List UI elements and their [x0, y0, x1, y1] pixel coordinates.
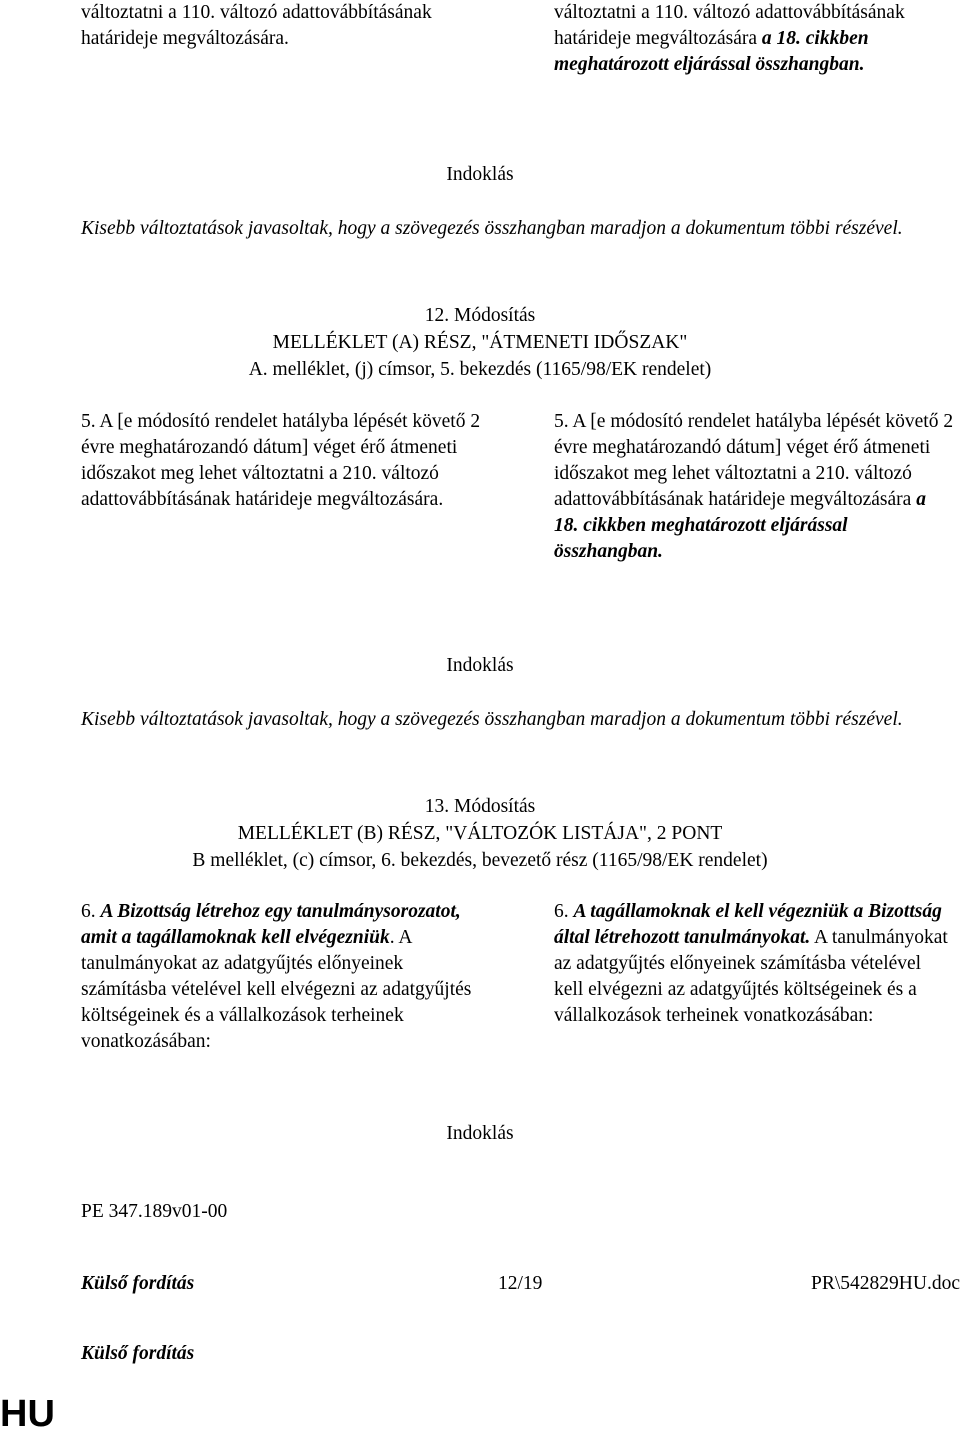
- amendment-13-amended-text: [554, 899, 954, 1029]
- justification-heading-2: Indoklás: [446, 655, 514, 676]
- amendment-13-original-bold: A Bizottság létrehoz egy tanulmánysorozatot, amit a tagállamoknak kell elvégezniük: [81, 901, 461, 948]
- amendment-12-amended-bold: a 18. cikkben meghatározott eljárással összhangban.: [554, 489, 926, 562]
- footer-translation-label: Külső fordítás: [81, 1273, 195, 1294]
- amendment-13-amended-bold: A tagállamoknak el kell végezniük a Bizottság által létrehozott tanulmányokat.: [554, 901, 942, 948]
- justification-heading-1: Indoklás: [446, 164, 514, 185]
- amendment-13-original-prefix: 6.: [81, 901, 101, 922]
- prev-amendment-right-bold: a 18. cikkben meghatározott eljárással összhangban.: [554, 28, 869, 75]
- amendment-12-number: 12. Módosítás: [424, 305, 536, 326]
- language-code: HU: [0, 1393, 55, 1435]
- amendment-12-original-text: 5. A [e módosító rendelet hatályba lépését követő 2 évre meghatározandó dátum] véget érő átmeneti időszakot meg lehet változtatni a 210. változó adattovábbításának határideje megváltozására.: [81, 411, 481, 510]
- amendment-13-original-rest: . A tanulmányokat az adatgyűjtés előnyeinek számításba vételével kell elvégezni az adatgyűjtés költségeinek és a vállalkozások terheinek vonatkozásában:: [81, 927, 472, 1052]
- amendment-13-amended-prefix: 6.: [554, 901, 574, 922]
- amendment-13-amended-rest: A tanulmányokat az adatgyűjtés előnyeinek számításba vételével kell elvégezni az adatgyűjtés költségeinek és a vállalkozások terheinek vonatkozásában:: [554, 927, 948, 1026]
- document-reference: PE 347.189v01-00: [81, 1201, 228, 1222]
- amendment-13-original-text: [81, 899, 481, 1055]
- amendment-13-number: 13. Módosítás: [424, 796, 536, 817]
- prev-amendment-right-text: [554, 0, 954, 78]
- amendment-12-reference: A. melléklet, (j) címsor, 5. bekezdés (1165/98/EK rendelet): [248, 359, 712, 380]
- amendment-12-amended-text: [554, 409, 954, 565]
- prev-amendment-left-text: változtatni a 110. változó adattovábbításának határideje megváltozására.: [81, 2, 432, 49]
- amendment-13-title: MELLÉKLET (B) RÉSZ, "VÁLTOZÓK LISTÁJA", 2 PONT: [237, 823, 723, 844]
- footer-page-number: 12/19: [498, 1273, 543, 1294]
- amendment-12-amended-normal: 5. A [e módosító rendelet hatályba lépését követő 2 évre meghatározandó dátum] véget érő átmeneti időszakot meg lehet változtatni a 210. változó adattovábbításának határideje megváltozására: [554, 411, 954, 510]
- amendment-12-title: MELLÉKLET (A) RÉSZ, "ÁTMENETI IDŐSZAK": [272, 332, 688, 353]
- justification-text-2: Kisebb változtatások javasoltak, hogy a szövegezés összhangban maradjon a dokumentum többi részével.: [81, 709, 903, 730]
- justification-heading-3: Indoklás: [446, 1123, 514, 1144]
- footer-bottom-translation-label: Külső fordítás: [81, 1343, 195, 1364]
- footer-file-name: PR\542829HU.doc: [811, 1273, 960, 1294]
- justification-text-1: Kisebb változtatások javasoltak, hogy a szövegezés összhangban maradjon a dokumentum többi részével.: [81, 218, 903, 239]
- amendment-13-reference: B melléklet, (c) címsor, 6. bekezdés, bevezető rész (1165/98/EK rendelet): [192, 850, 768, 871]
- prev-amendment-right-normal: változtatni a 110. változó adattovábbításának határideje megváltozására: [554, 2, 905, 49]
